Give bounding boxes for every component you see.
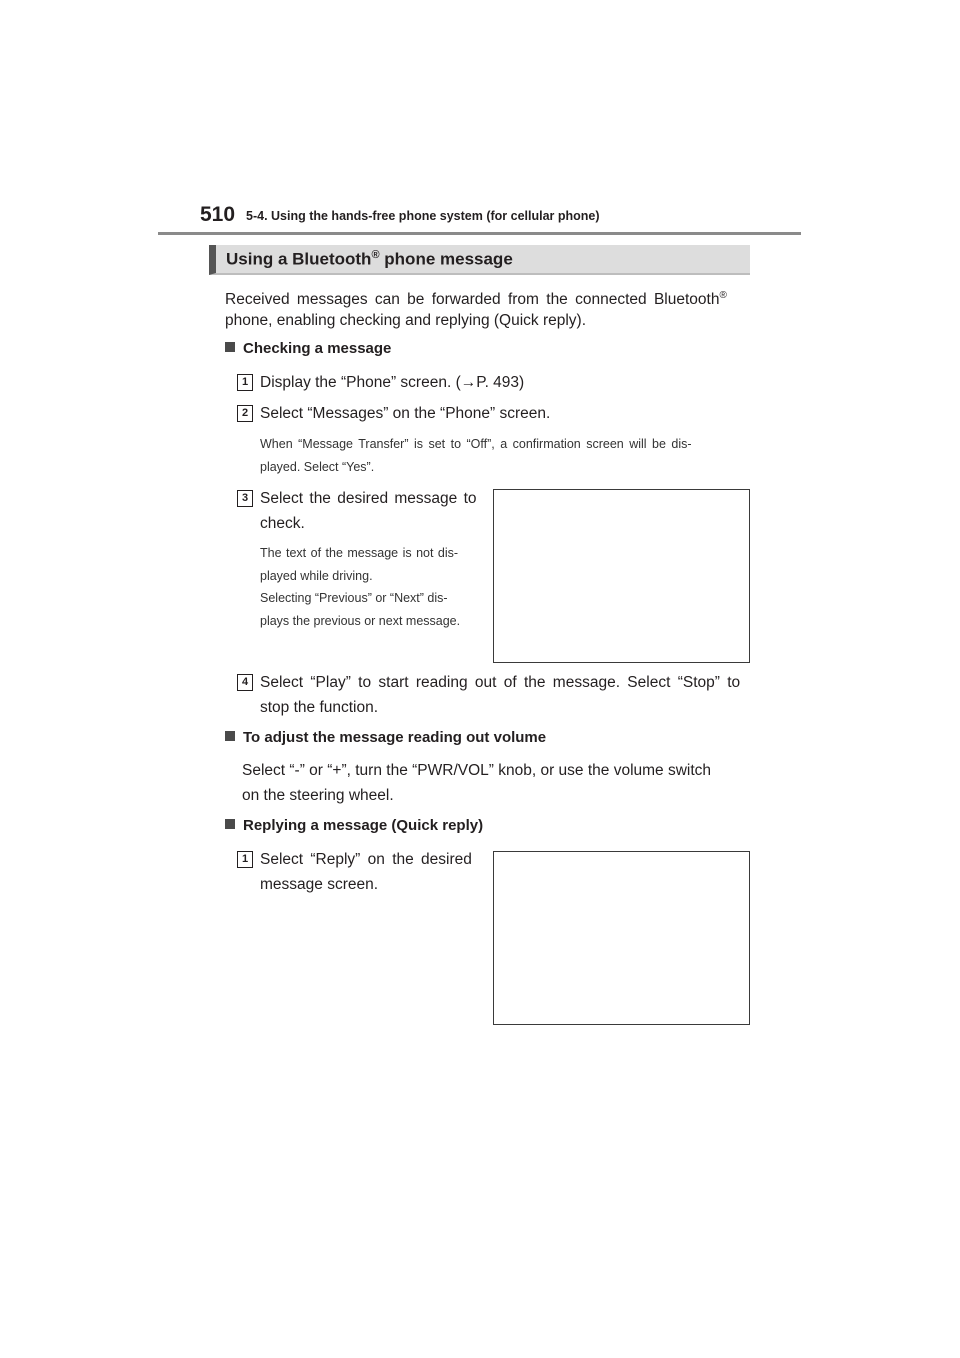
step-3-text-line-2: check. [260,515,305,532]
header-rule [158,232,801,235]
square-bullet-icon [225,819,235,829]
step-2-text: Select “Messages” on the “Phone” screen. [260,405,551,422]
step-number-1: 1 [237,374,253,391]
step-1-text: Display the “Phone” screen. (→P. 493) [260,374,525,391]
step-3-text-line-1: Select the desired message to [260,490,477,507]
reply-step-number-1: 1 [237,851,253,868]
volume-line-1: Select “-” or “+”, turn the “PWR/VOL” knob, or use the volume switch [242,762,712,779]
step-number-3: 3 [237,490,253,507]
reply-step-text-line-1: Select “Reply” on the desired [260,851,472,868]
step-3-note-line-1: The text of the message is not dis- [260,546,459,560]
step-4-text-line-2: stop the function. [260,699,379,716]
section-title-text: Using a Bluetooth [226,249,372,269]
subhead-checking [225,340,391,357]
section-banner [209,245,750,275]
screen-image-placeholder-2 [493,851,750,1025]
step-4-text-line-1: Select “Play” to start reading out of the message. Select “Stop” to [260,674,741,691]
step-3-note-line-3: Selecting “Previous” or “Next” dis- [260,591,448,605]
intro-text-1: Received messages can be forwarded from the connected Bluetooth [225,291,720,309]
registered-mark: ® [371,249,380,261]
subhead-reply-text: Replying a message (Quick reply) [243,817,484,834]
step-2-note-line-2: played. Select “Yes”. [260,460,375,474]
section-title-suffix: phone message [379,249,513,269]
step-3-note-line-2: played while driving. [260,569,373,583]
reply-step-text-line-2: message screen. [260,876,379,893]
subhead-volume-text: To adjust the message reading out volume [243,729,547,746]
square-bullet-icon [225,342,235,352]
subhead-volume [225,729,546,746]
step-number-4: 4 [237,674,253,691]
page-number: 510 [200,203,236,226]
subhead-checking-text: Checking a message [243,340,392,357]
subhead-reply [225,817,483,834]
intro-registered-mark: ® [719,290,727,301]
running-head: 5-4. Using the hands-free phone system (for cellular phone) [246,209,600,223]
step-number-2: 2 [237,405,253,422]
volume-line-2: on the steering wheel. [242,787,394,804]
step-3-note-line-4: plays the previous or next message. [260,614,461,628]
screen-image-placeholder-1 [493,489,750,663]
intro-line-2: phone, enabling checking and replying (Quick reply). [225,312,587,329]
section-title [226,249,513,270]
step-2-note-line-1: When “Message Transfer” is set to “Off”, a confirmation screen will be dis- [260,437,692,451]
square-bullet-icon [225,731,235,741]
